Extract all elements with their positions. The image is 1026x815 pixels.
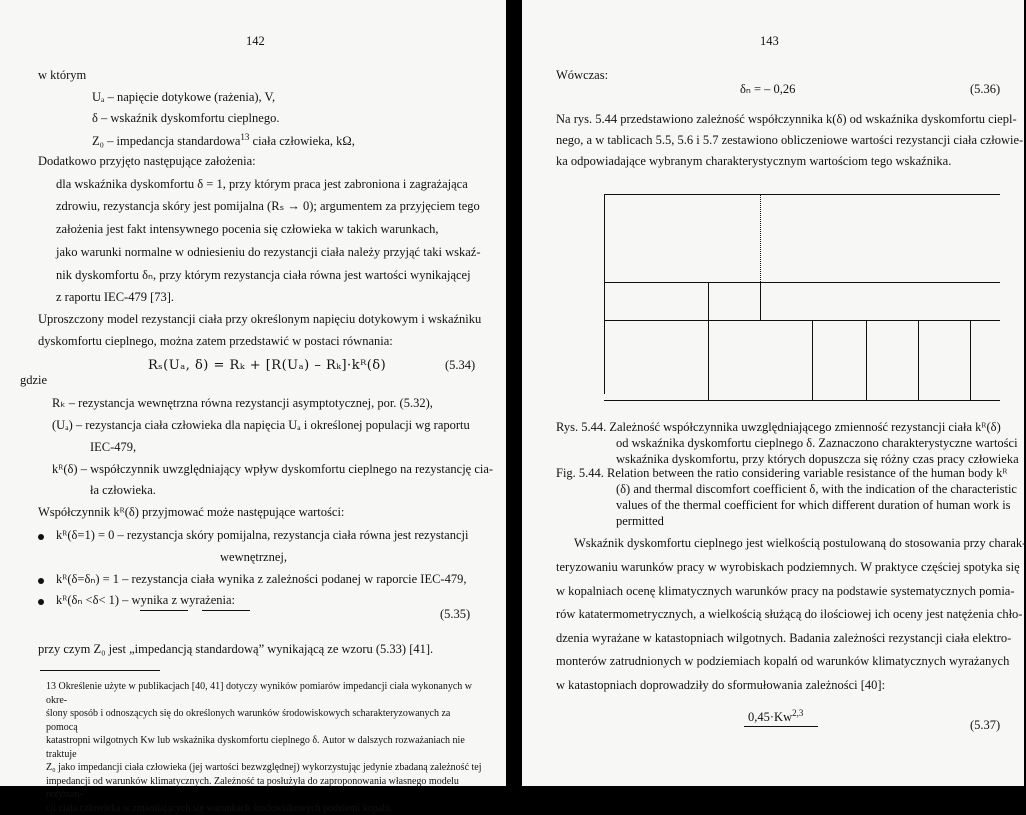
- text-line: Na rys. 5.44 przedstawiono zależność współczynnika k(δ) od wskaźnika dyskomfortu ciepl-: [556, 112, 1017, 126]
- left-page: [0, 0, 506, 814]
- equation-number: (5.36): [970, 82, 1001, 96]
- equation-5-37: 0,45·Kw$^{2,3}$: [748, 708, 804, 725]
- text-line: Uₐ – napięcie dotykowe (rażenia), V,: [92, 90, 276, 104]
- text-line: Wskaźnik dyskomfortu cieplnego jest wielkością postulowaną do stosowania przy charak-: [574, 536, 1026, 550]
- footnote-rule: [40, 670, 160, 671]
- x-axis: [604, 400, 1000, 401]
- vertical-line: [760, 282, 761, 320]
- text-line: IEC-479,: [90, 440, 137, 454]
- fraction-line: [140, 610, 188, 611]
- bullet: [38, 599, 44, 605]
- y-axis: [604, 194, 605, 394]
- text-line: Wówczas:: [556, 68, 609, 82]
- equation-5-34: Rₛ(Uₐ, δ) = Rₖ + [R(Uₐ) – Rₖ]·kᴿ(δ): [148, 358, 387, 373]
- text-line: δ – wskaźnik dyskomfortu cieplnego.: [92, 111, 280, 125]
- text-line: monterów zatrudnionych w podziemiach kopalń od warunków klimatycznych wyrażanych: [556, 654, 1010, 668]
- dotted-line: [760, 194, 762, 282]
- text-line: Rₖ – rezystancja wewnętrzna równa rezystancji asymptotycznej, por. (5.32),: [52, 396, 433, 410]
- text-line: zdrowiu, rezystancja skóry jest pomijalna (Rₛ → 0); argumentem za przyjęciem tego: [56, 199, 480, 213]
- caption-line: Fig. 5.44. Relation between the ratio considering variable resistance of the human body kᴿ: [556, 466, 1008, 480]
- caption-line: values of the thermal coefficient for which different duration of human work is: [616, 498, 1011, 512]
- text-line: przy czym Z₀ jest „impedancją standardową” wynikającą ze wzoru (5.33) [41].: [38, 642, 434, 656]
- text-line: nik dyskomfortu δₙ, przy którym rezystancja ciała równa jest wartości wynikającej: [56, 268, 471, 282]
- caption-line: od wskaźnika dyskomfortu cieplnego δ. Zaznaczono charakterystyczne wartości: [616, 436, 1018, 450]
- caption-line: (δ) and thermal discomfort coefficient δ, with the indication of the characteristic: [616, 482, 1017, 496]
- text-line: gdzie: [20, 373, 48, 387]
- vertical-line: [918, 320, 919, 400]
- text-line: dyskomfortu cieplnego, można zatem przedstawić w postaci równania:: [38, 334, 393, 348]
- text-line: kᴿ(δ=1) = 0 – rezystancja skóry pomijalna, rezystancja ciała równa jest rezystancji: [56, 528, 469, 542]
- text-line: ka odpowiadające wybranym charakterystycznym wartościom tego wskaźnika.: [556, 154, 952, 168]
- bullet: [38, 534, 44, 540]
- fraction-line: [744, 726, 818, 727]
- grid-line: [604, 282, 1000, 283]
- right-page: [522, 0, 1024, 786]
- top-border: [604, 194, 1000, 195]
- text-line: wewnętrznej,: [220, 550, 287, 564]
- footnote: 13 Określenie użyte w publikacjach [40, 41] dotyczy wyników pomiarów impedancji ciała wykonanych w okre- ślony sposób i odnoszących się do określonych warunków środowiskowych scharakteryzowanych za pomocą katastropni wilgotnych Kw lub wskaźnika dyskomfortu cieplnego δ. Autor w dalszych rozważaniach nie traktuje Z₀ jako impedancji ciała człowieka (jej wartości bezwzględnej) wykorzystując jedynie zbadaną zależność tej impedancji od warunków klimatycznych. Zależność ta posłużyła do zaproponowania własnego modelu rezystan- cji ciała człowieka w zmieniających się warunkach środowiskowych podziemi kopalń.: [46, 681, 482, 814]
- text-line: Z₀ – impedancja standardowa$^{13}$ ciała człowieka, kΩ,: [92, 132, 355, 149]
- text-line: nego, a w tablicach 5.5, 5.6 i 5.7 zestawiono obliczeniowe wartości rezystancji ciała człowie-: [556, 133, 1024, 147]
- text-line: Współczynnik kᴿ(δ) przyjmować może następujące wartości:: [38, 505, 345, 519]
- vertical-line: [812, 320, 813, 400]
- equation-number: (5.35): [440, 607, 471, 621]
- equation-5-36: δₙ = – 0,26: [740, 82, 796, 96]
- page-number: 143: [760, 34, 779, 48]
- caption-line: permitted: [616, 514, 664, 528]
- vertical-line: [708, 282, 709, 400]
- grid-line: [604, 320, 1000, 321]
- text-line: dla wskaźnika dyskomfortu δ = 1, przy którym praca jest zabroniona i zagrażająca: [56, 177, 468, 191]
- text-line: Uproszczony model rezystancji ciała przy określonym napięciu dotykowym i wskaźniku: [38, 312, 482, 326]
- text-line: rów katatermometrycznych, a wielkością służącą do ilościowej ich oceny jest natężenia chło-: [556, 607, 1023, 621]
- text-line: jako warunki normalne w odniesieniu do rezystancji ciała należy przyjąć taki wskaź-: [56, 245, 481, 259]
- text-line: z raportu IEC-479 [73].: [56, 290, 175, 304]
- vertical-line: [866, 320, 867, 400]
- text-line: w katastopniach doprowadziły do sformułowania zależności [40]:: [556, 678, 886, 692]
- caption-line: wskaźnika dyskomfortu, przy których dopuszcza się różny czas pracy człowieka: [616, 452, 1019, 466]
- text-line: kᴿ(δ=δₙ) = 1 – rezystancja ciała wynika z zależności podanej w raporcie IEC-479,: [56, 572, 467, 586]
- vertical-line: [970, 320, 971, 400]
- fraction-line: [202, 610, 250, 611]
- equation-number: (5.37): [970, 718, 1001, 732]
- figure-5-44: [600, 186, 1000, 406]
- text-line: Dodatkowo przyjęto następujące założenia:: [38, 154, 256, 168]
- bullet: [38, 578, 44, 584]
- equation-number: (5.34): [445, 358, 476, 372]
- text-line: teryzowaniu warunków pracy w wyrobiskach podziemnych. W praktyce częściej spotyka się: [556, 560, 1020, 574]
- text-line: (Uₐ) – rezystancja ciała człowieka dla napięcia Uₐ i określonej populacji wg raportu: [52, 418, 470, 432]
- text-line: założenia jest fakt intensywnego pocenia się człowieka w takich warunkach,: [56, 222, 439, 236]
- text-line: kᴿ(δₙ <δ< 1) – wynika z wyrażenia:: [56, 593, 235, 607]
- caption-line: Rys. 5.44. Zależność współczynnika uwzględniającego zmienność rezystancji ciała kᴿ(δ): [556, 420, 1001, 434]
- text-line: kᴿ(δ) – współczynnik uwzględniający wpływ dyskomfortu cieplnego na rezystancję cia-: [52, 462, 494, 476]
- text-line: ła człowieka.: [90, 483, 156, 497]
- text-line: w kopalniach ocenę klimatycznych warunków pracy na podstawie systematycznych pomia-: [556, 584, 1015, 598]
- text-line: w którym: [38, 68, 87, 82]
- page-number: 142: [246, 34, 265, 48]
- text-line: dzenia wyrażane w katastopniach wilgotnych. Badania zależności rezystancji ciała elektro-: [556, 631, 1012, 645]
